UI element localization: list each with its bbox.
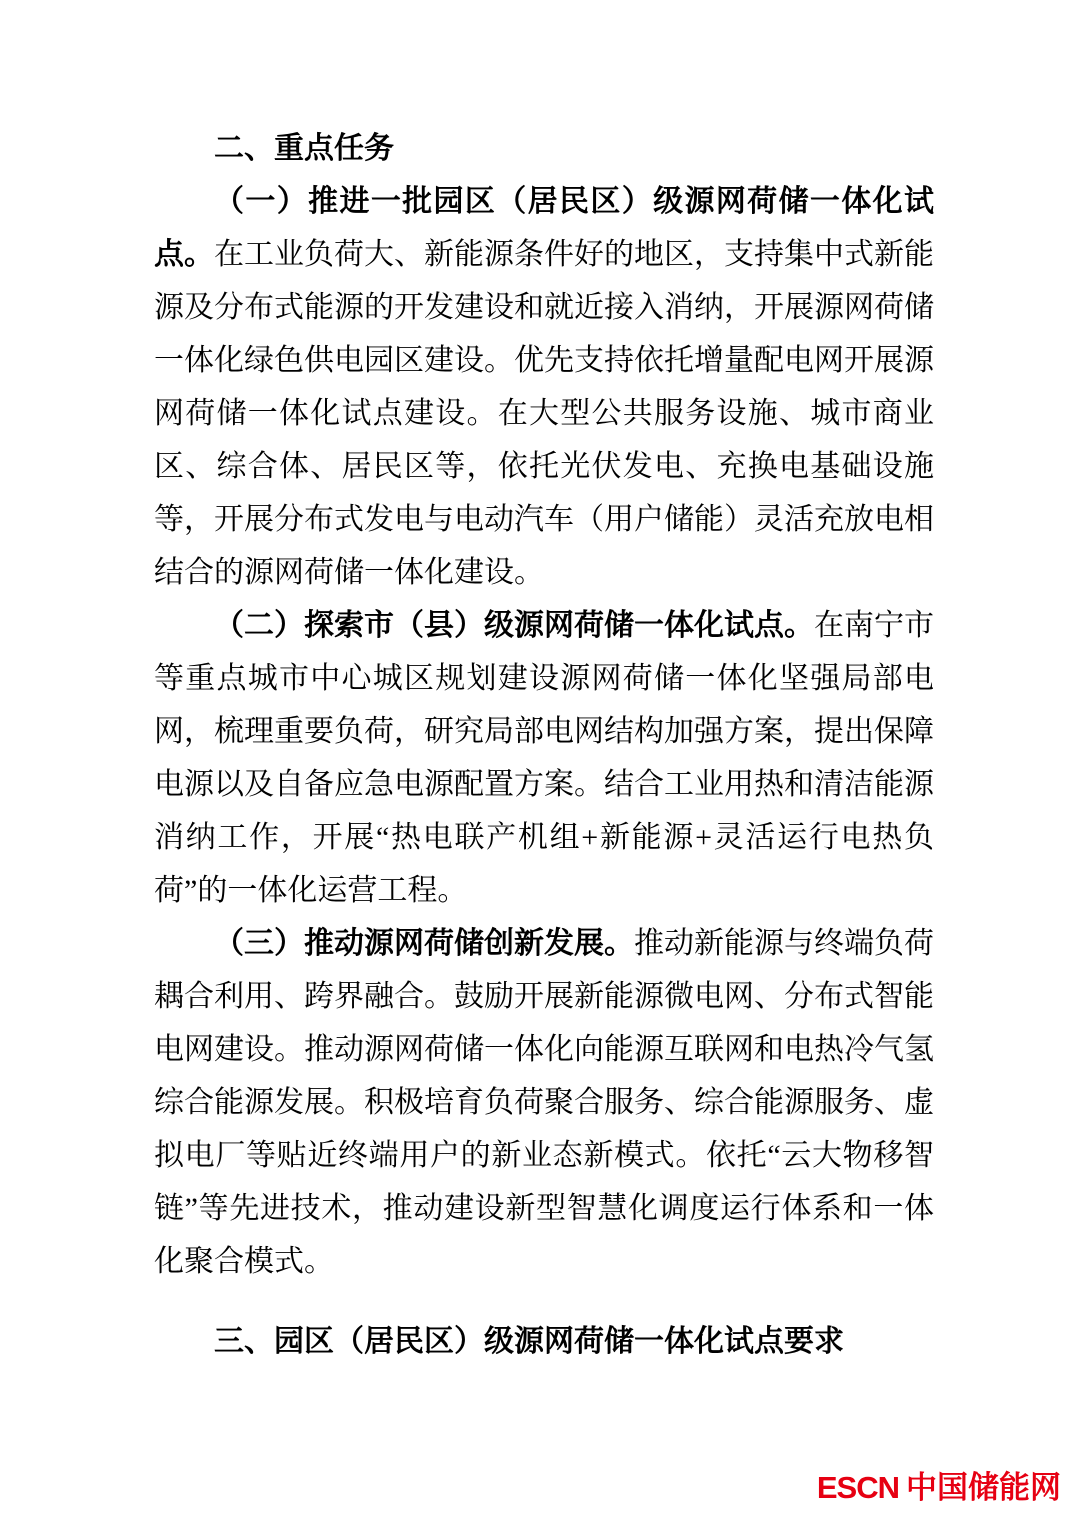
escn-watermark-logo bbox=[817, 1472, 1061, 1503]
paragraph-lead: （二）探索市（县）级源网荷储一体化试点。 bbox=[214, 609, 814, 642]
paragraph-innovation bbox=[154, 917, 934, 1288]
section-heading-requirements: 三、园区（居民区）级源网荷储一体化试点要求 bbox=[214, 1325, 844, 1358]
paragraph-pilot-city bbox=[154, 599, 934, 917]
section-heading-tasks: 二、重点任务 bbox=[214, 132, 394, 165]
escn-logo-chinese: 中国储能网 bbox=[906, 1470, 1061, 1505]
escn-logo-latin: ESCN bbox=[816, 1470, 899, 1505]
paragraph-body: 在南宁市等重点城市中心城区规划建设源网荷储一体化坚强局部电网，梳理重要负荷，研究局部电网结构加强方案，提出保障电源以及自备应急电源配置方案。结合工业用热和清洁能源消纳工作，开展“热电联产机组+新能源+灵活运行电热负荷”的一体化运营工程。 bbox=[154, 609, 934, 907]
paragraph-lead: （一）推进一批园区（居民区）级源网荷储一体化试点。 bbox=[154, 185, 934, 271]
paragraph-body: 推动新能源与终端负荷耦合利用、跨界融合。鼓励开展新能源微电网、分布式智能电网建设。推动源网荷储一体化向能源互联网和电热冷气氢综合能源发展。积极培育负荷聚合服务、综合能源服务、虚拟电厂等贴近终端用户的新业态新模式。依托“云大物移智链”等先进技术，推动建设新型智慧化调度运行体系和一体化聚合模式。 bbox=[154, 927, 934, 1278]
paragraph-body: 在工业负荷大、新能源条件好的地区，支持集中式新能源及分布式能源的开发建设和就近接入消纳，开展源网荷储一体化绿色供电园区建设。优先支持依托增量配电网开展源网荷储一体化试点建设。在大型公共服务设施、城市商业区、综合体、居民区等，依托光伏发电、充换电基础设施等，开展分布式发电与电动汽车（用户储能）灵活充放电相结合的源网荷储一体化建设。 bbox=[154, 238, 934, 589]
paragraph-pilot-park bbox=[154, 175, 934, 599]
paragraph-lead: （三）推动源网荷储创新发展。 bbox=[214, 927, 634, 960]
